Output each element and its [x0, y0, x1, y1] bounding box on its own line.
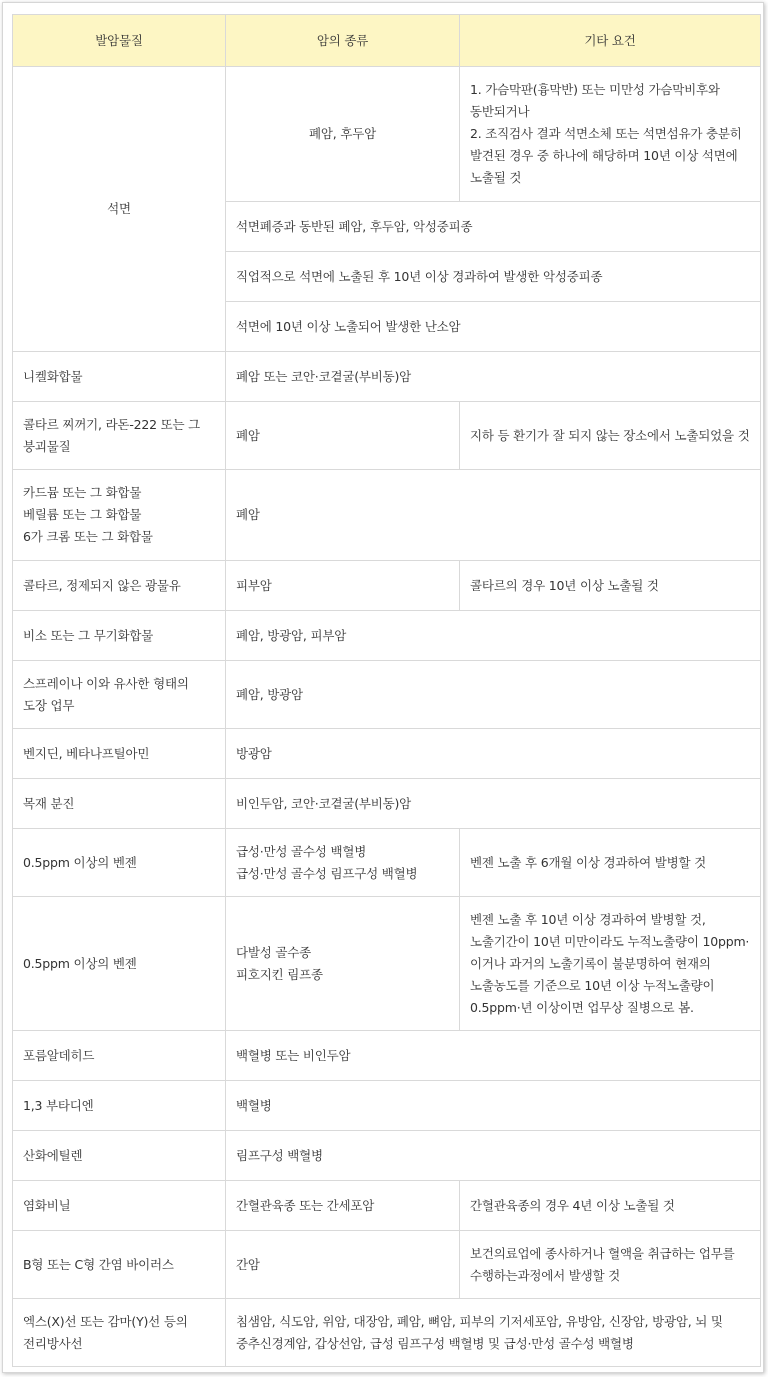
cancer-cell: 폐암, 방광암 [226, 661, 761, 729]
table-frame [2, 2, 764, 1373]
substance-cell: 니켈화합물 [13, 352, 226, 402]
substance-cell: 0.5ppm 이상의 벤젠 [13, 897, 226, 1031]
cancer-cell: 폐암 [226, 470, 761, 561]
table-row [13, 661, 761, 729]
conditions-cell: 벤젠 노출 후 6개월 이상 경과하여 발병할 것 [460, 829, 761, 897]
conditions-cell: 보건의료업에 종사하거나 혈액을 취급하는 업무를 수행하는과정에서 발생할 것 [460, 1231, 761, 1299]
cancer-cell: 석면에 10년 이상 노출되어 발생한 난소암 [226, 302, 761, 352]
table-row [13, 470, 761, 561]
substance-cell: 비소 또는 그 무기화합물 [13, 611, 226, 661]
substance-cell: 카드뮴 또는 그 화합물 베릴륨 또는 그 화합물 6가 크롬 또는 그 화합물 [13, 470, 226, 561]
cancer-cell: 폐암 또는 코안·코곁굴(부비동)암 [226, 352, 761, 402]
table-header-row [13, 15, 761, 67]
table-row [13, 1081, 761, 1131]
table-row [13, 829, 761, 897]
substance-cell: 산화에틸렌 [13, 1131, 226, 1181]
table-row [13, 1131, 761, 1181]
cancer-cell: 다발성 골수종 피호지킨 림프종 [226, 897, 460, 1031]
substance-cell: 0.5ppm 이상의 벤젠 [13, 829, 226, 897]
table-row [13, 67, 761, 202]
substance-cell: 스프레이나 이와 유사한 형태의 도장 업무 [13, 661, 226, 729]
cancer-cell: 비인두암, 코안·코곁굴(부비동)암 [226, 779, 761, 829]
cancer-cell: 침샘암, 식도암, 위암, 대장암, 폐암, 뼈암, 피부의 기저세포암, 유방암, 신장암, 방광암, 뇌 및 중추신경계암, 갑상선암, 급성 림프구성 백혈병 및 급성·만성 골수성 백혈병 [226, 1299, 761, 1367]
cancer-cell: 석면폐증과 동반된 폐암, 후두암, 악성중피종 [226, 202, 761, 252]
header-other-conditions: 기타 요건 [460, 15, 761, 67]
cancer-cell: 피부암 [226, 561, 460, 611]
substance-cell: 1,3 부타디엔 [13, 1081, 226, 1131]
table-row [13, 1299, 761, 1367]
table-row [13, 729, 761, 779]
cancer-cell: 림프구성 백혈병 [226, 1131, 761, 1181]
cancer-cell: 백혈병 [226, 1081, 761, 1131]
conditions-cell: 지하 등 환기가 잘 되지 않는 장소에서 노출되었을 것 [460, 402, 761, 470]
substance-cell: 석면 [13, 67, 226, 352]
cancer-cell: 폐암, 방광암, 피부암 [226, 611, 761, 661]
table-row [13, 1031, 761, 1081]
conditions-cell: 벤젠 노출 후 10년 이상 경과하여 발병할 것, 노출기간이 10년 미만이라도 누적노출량이 10ppm·이거나 과거의 노출기록이 불분명하여 현재의 노출농도를 기준으로 10년 이상 누적노출량이 0.5ppm·년 이상이면 업무상 질병으로 봄. [460, 897, 761, 1031]
substance-cell: 콜타르, 정제되지 않은 광물유 [13, 561, 226, 611]
table-row [13, 1181, 761, 1231]
table-row [13, 561, 761, 611]
cancer-cell: 폐암, 후두암 [226, 67, 460, 202]
cancer-cell: 방광암 [226, 729, 761, 779]
substance-cell: 염화비닐 [13, 1181, 226, 1231]
cancer-cell: 폐암 [226, 402, 460, 470]
substance-cell: 포름알데히드 [13, 1031, 226, 1081]
conditions-cell: 콜타르의 경우 10년 이상 노출될 것 [460, 561, 761, 611]
conditions-cell: 간혈관육종의 경우 4년 이상 노출될 것 [460, 1181, 761, 1231]
conditions-cell: 1. 가슴막판(흉막반) 또는 미만성 가슴막비후와 동반되거나 2. 조직검사 결과 석면소체 또는 석면섬유가 충분히 발견된 경우 중 하나에 해당하며 10년 이상 석면에 노출될 것 [460, 67, 761, 202]
header-substance: 발암물질 [13, 15, 226, 67]
cancer-cell: 급성·만성 골수성 백혈병 급성·만성 골수성 림프구성 백혈병 [226, 829, 460, 897]
table-row [13, 1231, 761, 1299]
table-row [13, 352, 761, 402]
table-row [13, 611, 761, 661]
table-row [13, 897, 761, 1031]
table-row [13, 402, 761, 470]
header-cancer-type: 암의 종류 [226, 15, 460, 67]
table-row [13, 779, 761, 829]
substance-cell: 엑스(X)선 또는 감마(Y)선 등의 전리방사선 [13, 1299, 226, 1367]
substance-cell: B형 또는 C형 간염 바이러스 [13, 1231, 226, 1299]
substance-cell: 목재 분진 [13, 779, 226, 829]
substance-cell: 콜타르 찌꺼기, 라돈-222 또는 그 붕괴물질 [13, 402, 226, 470]
substance-cell: 벤지딘, 베타나프틸아민 [13, 729, 226, 779]
cancer-cell: 간암 [226, 1231, 460, 1299]
carcinogen-table [12, 14, 761, 1367]
cancer-cell: 직업적으로 석면에 노출된 후 10년 이상 경과하여 발생한 악성중피종 [226, 252, 761, 302]
cancer-cell: 간혈관육종 또는 간세포암 [226, 1181, 460, 1231]
cancer-cell: 백혈병 또는 비인두암 [226, 1031, 761, 1081]
